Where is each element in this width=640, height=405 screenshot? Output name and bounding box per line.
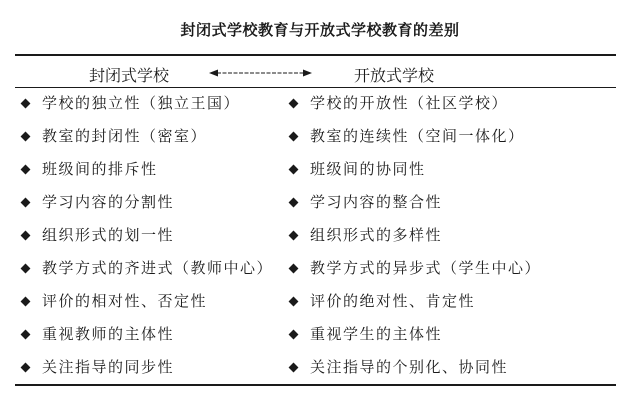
page-title: 封闭式学校教育与开放式学校教育的差别 bbox=[180, 21, 460, 39]
header-rule bbox=[15, 87, 616, 88]
diamond-bullet-icon bbox=[21, 297, 31, 307]
top-rule bbox=[15, 54, 616, 56]
diamond-bullet-icon bbox=[21, 198, 31, 208]
diamond-bullet-icon bbox=[289, 231, 299, 241]
list-item: 重视学生的主体性 bbox=[288, 322, 541, 355]
list-item: 评价的相对性、否定性 bbox=[20, 289, 273, 322]
closed-school-list bbox=[20, 91, 273, 388]
diamond-bullet-icon bbox=[21, 330, 31, 340]
diamond-bullet-icon bbox=[289, 297, 299, 307]
list-item: 关注指导的个别化、协同性 bbox=[288, 355, 541, 388]
list-item: 教学方式的齐进式（教师中心） bbox=[20, 256, 273, 289]
right-column-header: 开放式学校 bbox=[354, 66, 435, 85]
list-item: 学校的开放性（社区学校） bbox=[288, 91, 541, 124]
list-item: 班级间的排斥性 bbox=[20, 157, 273, 190]
diamond-bullet-icon bbox=[21, 264, 31, 274]
left-column-header: 封闭式学校 bbox=[89, 66, 170, 85]
diamond-bullet-icon bbox=[289, 132, 299, 142]
list-item: 学习内容的整合性 bbox=[288, 190, 541, 223]
diamond-bullet-icon bbox=[21, 363, 31, 373]
list-item: 学习内容的分割性 bbox=[20, 190, 273, 223]
list-item: 组织形式的多样性 bbox=[288, 223, 541, 256]
diamond-bullet-icon bbox=[289, 99, 299, 109]
list-item: 教室的封闭性（密室） bbox=[20, 124, 273, 157]
diamond-bullet-icon bbox=[289, 264, 299, 274]
bottom-rule bbox=[15, 384, 616, 386]
double-headed-arrow-icon bbox=[209, 68, 312, 78]
list-item: 学校的独立性（独立王国） bbox=[20, 91, 273, 124]
diamond-bullet-icon bbox=[21, 165, 31, 175]
diamond-bullet-icon bbox=[289, 363, 299, 373]
list-item: 评价的绝对性、肯定性 bbox=[288, 289, 541, 322]
open-school-list bbox=[288, 91, 541, 388]
diamond-bullet-icon bbox=[21, 132, 31, 142]
list-item: 教学方式的异步式（学生中心） bbox=[288, 256, 541, 289]
list-item: 关注指导的同步性 bbox=[20, 355, 273, 388]
list-item: 班级间的协同性 bbox=[288, 157, 541, 190]
diamond-bullet-icon bbox=[289, 198, 299, 208]
diamond-bullet-icon bbox=[289, 165, 299, 175]
diamond-bullet-icon bbox=[21, 231, 31, 241]
diamond-bullet-icon bbox=[21, 99, 31, 109]
list-item: 教室的连续性（空间一体化） bbox=[288, 124, 541, 157]
list-item: 组织形式的划一性 bbox=[20, 223, 273, 256]
list-item: 重视教师的主体性 bbox=[20, 322, 273, 355]
diamond-bullet-icon bbox=[289, 330, 299, 340]
